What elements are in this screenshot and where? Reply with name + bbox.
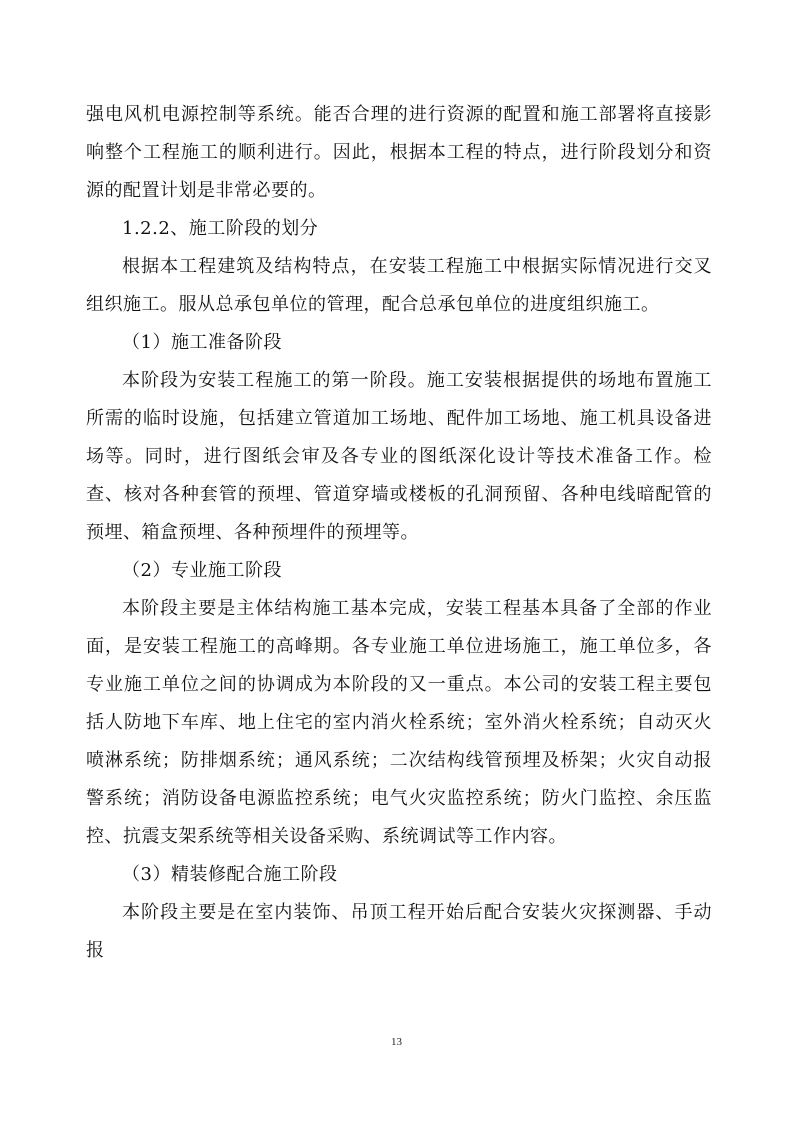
section-heading-construction-phases: 1.2.2、施工阶段的划分	[122, 218, 319, 239]
subheading-decoration-coordination-phase: （3）精装修配合施工阶段	[122, 864, 338, 885]
paragraph-preparation-phase: 本阶段为安装工程施工的第一阶段。施工安装根据提供的场地布置施工所需的临时设施，包括建立管道加工场地、配件加工场地、施工机具设备进场等。同时，进行图纸会审及各专业的图纸深化设计等技术准备工作。检查、核对各种套管的预埋、管道穿墙或楼板的孔洞预留、各种电线暗配管的预埋、箱盒预埋、各种预埋件的预埋等。	[86, 370, 712, 543]
subheading-professional-construction-phase: （2）专业施工阶段	[122, 560, 282, 581]
page-number: 13	[391, 1036, 402, 1048]
page-content	[86, 96, 712, 970]
paragraph-phase-overview: 根据本工程建筑及结构特点，在安装工程施工中根据实际情况进行交叉组织施工。服从总承包单位的管理，配合总承包单位的进度组织施工。	[86, 256, 712, 315]
paragraph-continued-resource-planning: 强电风机电源控制等系统。能否合理的进行资源的配置和施工部署将直接影响整个工程施工的顺利进行。因此，根据本工程的特点，进行阶段划分和资源的配置计划是非常必要的。	[86, 104, 712, 201]
paragraph-decoration-coordination-phase: 本阶段主要是在室内装饰、吊顶工程开始后配合安装火灾探测器、手动报	[86, 902, 712, 961]
subheading-preparation-phase: （1）施工准备阶段	[122, 332, 282, 353]
paragraph-professional-construction-phase: 本阶段主要是主体结构施工基本完成，安装工程基本具备了全部的作业面，是安装工程施工的高峰期。各专业施工单位进场施工，施工单位多，各专业施工单位之间的协调成为本阶段的又一重点。本公司的安装工程主要包括人防地下车库、地上住宅的室内消火栓系统；室外消火栓系统；自动灭火喷淋系统；防排烟系统；通风系统；二次结构线管预埋及桥架；火灾自动报警系统；消防设备电源监控系统；电气火灾监控系统；防火门监控、余压监控、抗震支架系统等相关设备采购、系统调试等工作内容。	[86, 598, 712, 847]
